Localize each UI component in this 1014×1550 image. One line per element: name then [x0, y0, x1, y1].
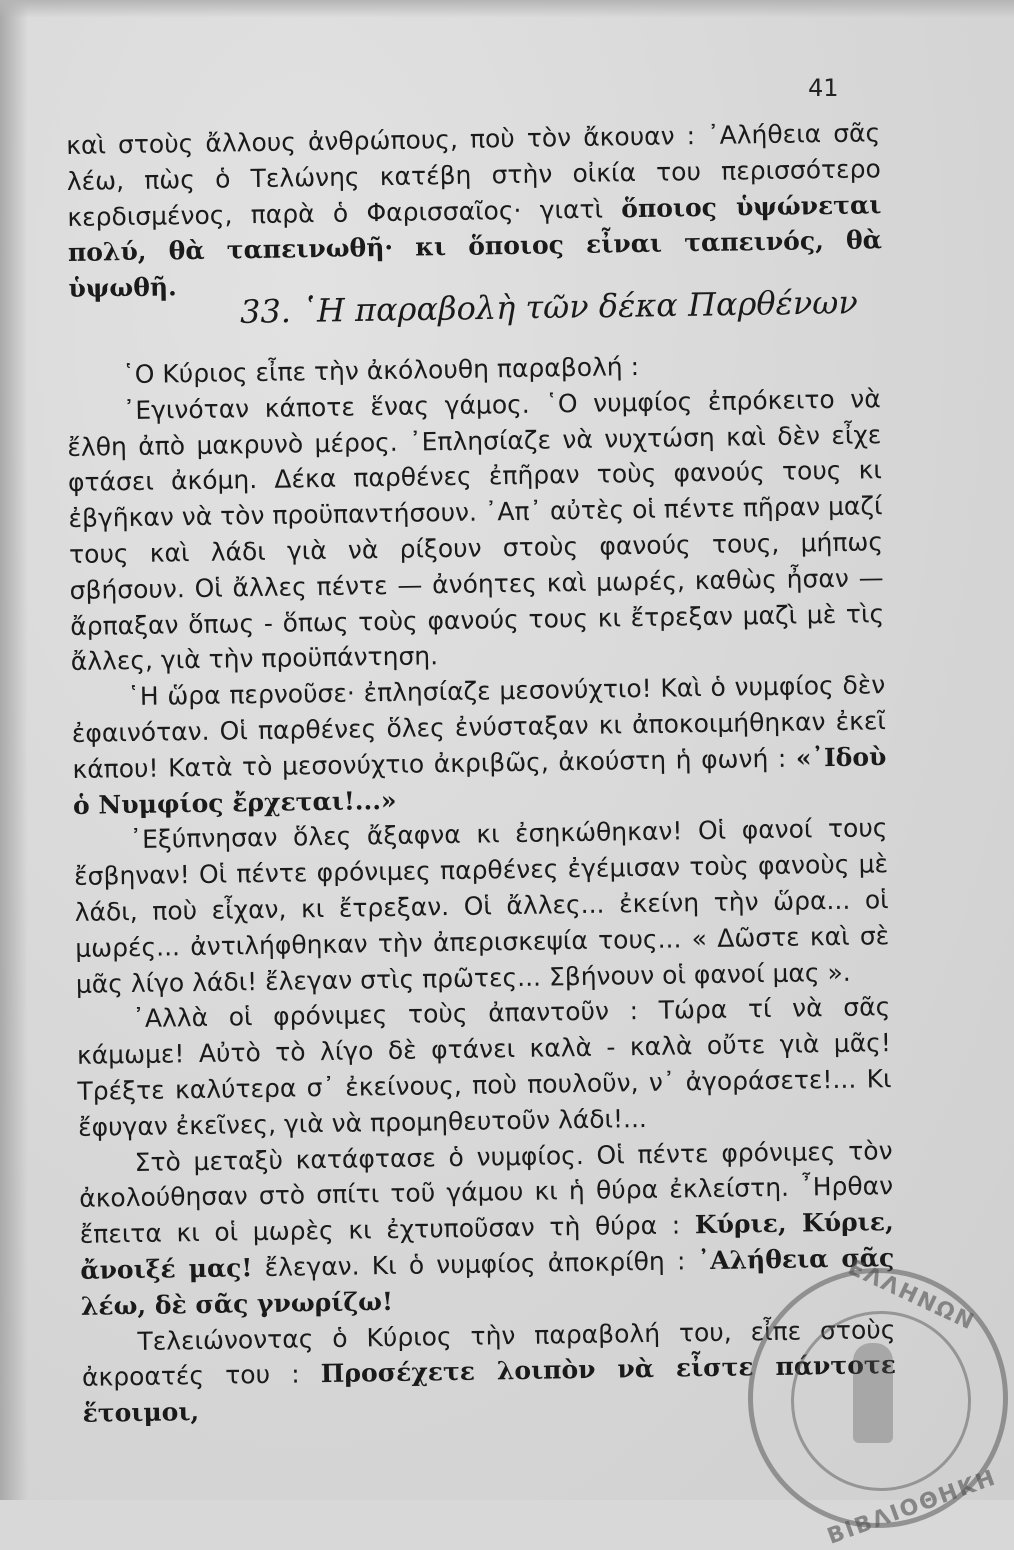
stamp-text-bottom: ΒΙΒΛΙΟΘΗΚΗ [824, 1465, 1001, 1550]
bold-text-segment: Κύριε, Κύριε, ἄνοιξέ μας! [80, 1207, 894, 1285]
paragraph [73, 811, 890, 1003]
section-number: 33. [239, 292, 292, 331]
stamp-figure-icon [853, 1343, 893, 1443]
scan-shadow-left [0, 0, 28, 1500]
intro-bold: ὅποιος ὑψώνεται πολύ, θὰ ταπεινωθῆ· κι ὅποιος εἶναι ταπεινός, θὰ ὑψωθῆ. [67, 189, 883, 304]
bold-text-segment: «᾿Ιδοὺ ὁ Νυμφίος ἔρχεται!...» [72, 741, 887, 820]
bold-text-segment: ᾿Αλήθεια σᾶς λέω, δὲ σᾶς γνωρίζω! [80, 1243, 895, 1321]
text-segment: ᾿Αλλὰ οἱ φρόνιμες τοὺς ἀπαντοῦν : Τώρα τί νὰ σᾶς κάμωμε! Αὐτὸ τὸ λίγο δὲ φτάνει καλὰ - καλὰ οὔτε γιὰ μᾶς! Τρέξτε καλύτερα σ᾿ ἐκείνους, ποὺ πουλοῦν, ν᾿ ἀγοράσετε!... Κι ἔφυγαν ἐκεῖνες, γιὰ νὰ προμηθευτοῦν λάδι!... [76, 992, 892, 1142]
text-segment: ᾿Εξύπνησαν ὅλες ἄξαφνα κι ἐσηκώθηκαν! Οἱ φανοί τους ἔσβηναν! Οἱ πέντε φρόνιμες παρθένες ἐγέμισαν τοὺς φανοὺς μὲ λάδι, ποὺ εἶχαν, κι ἔτρεξαν. Οἱ ἄλλες... ἐκείνη τὴν ὥρα... οἱ μωρές... ἀντιλήφθηκαν τὴν ἀπερισκεψία τους... « Δῶστε καὶ σὲ μᾶς λίγο λάδι! ἔλεγαν στὶς πρῶτες... Σβήνουν οἱ φανοί μας ». [73, 813, 890, 999]
stamp-text-top: ΕΛΛΗΝΩΝ [844, 1255, 979, 1336]
paragraph [78, 1133, 895, 1325]
text-segment: ᾿Εγινόταν κάποτε ἕνας γάμος. ῾Ο νυμφίος ἐπρόκειτο νὰ ἔλθη ἀπὸ μακρυνὸ μέρος. ᾿Επλησίαζε νὰ νυχτώση καὶ δὲν εἶχε φτάσει ἀκόμη. Δέκα παρθένες ἐπῆραν τοὺς φανούς τους κι ἐβγῆκαν νὰ τὸν προϋπαντήσουν. ᾿Απ᾿ αὐτὲς οἱ πέντε πῆραν μαζί τους καὶ λάδι γιὰ νὰ ρίξουν στοὺς φανούς τους, μήπως σβήσουν. Οἱ ἄλλες πέντε — ἀνόητες καὶ μωρές, καθὼς ἦσαν — ἄρπαξαν ὅπως - ὅπως τοὺς φανούς τους κι ἔτρεξαν μαζὶ μὲ τὶς ἄλλες, γιὰ τὴν προϋπάντηση. [67, 384, 885, 677]
text-segment: ἔλεγαν. Κι ὁ νυμφίος ἀποκρίθη : [252, 1246, 698, 1283]
scan-shadow-top [0, 0, 1014, 18]
intro-plain: καὶ στοὺς ἄλλους ἀνθρώπους, ποὺ τὸν ἄκουαν : ᾿Αλήθεια σᾶς λέω, πὼς ὁ Τελώνης κατέβη στὴν οἰκία του περισσότερο κερδισμένος, παρὰ ὁ Φαρισσαῖος· γιατὶ [66, 118, 881, 232]
text-segment: Στὸ μεταξὺ κατάφτασε ὁ νυμφίος. Οἱ πέντε φρόνιμες τὸν ἀκολούθησαν στὸ σπίτι τοῦ γάμου κι ἡ θύρα ἐκλείστη. ῏Ηρθαν ἔπειτα κι οἱ μωρὲς κι ἐχτυποῦσαν τὴ θύρα : [78, 1135, 894, 1250]
text-segment: Τελειώνοντας ὁ Κύριος τὴν παραβολή του, εἶπε στοὺς ἀκροατές του : [81, 1314, 896, 1393]
intro-paragraph [66, 115, 883, 307]
paragraph [67, 381, 885, 680]
paragraph [71, 667, 887, 823]
intro-text [66, 115, 883, 307]
bold-text-segment: Προσέχετε λοιπὸν νὰ εἶστε πάντοτε ἕτοιμοι, [82, 1350, 897, 1428]
page-number: 41 [808, 74, 839, 102]
section-title: ῾Η παραβολὴ τῶν δέκα Παρθένων [300, 283, 859, 330]
library-stamp [748, 1255, 1008, 1550]
body-text [66, 345, 897, 1432]
paragraph [76, 989, 892, 1145]
text-segment: ῾Ο Κύριος εἶπε τὴν ἀκόλουθη παραβολή : [122, 352, 640, 390]
text-segment: ῾Η ὥρα περνοῦσε· ἐπλησίαζε μεσονύχτιο! Καὶ ὁ νυμφίος δὲν ἐφαινόταν. Οἱ παρθένες ὅλες ἐνύσταξαν κι ἀποκοιμήθηκαν ἐκεῖ κάπου! Κατὰ τὸ μεσονύχτιο ἀκριβῶς, ἀκούστη ἡ φωνή : [71, 670, 887, 784]
